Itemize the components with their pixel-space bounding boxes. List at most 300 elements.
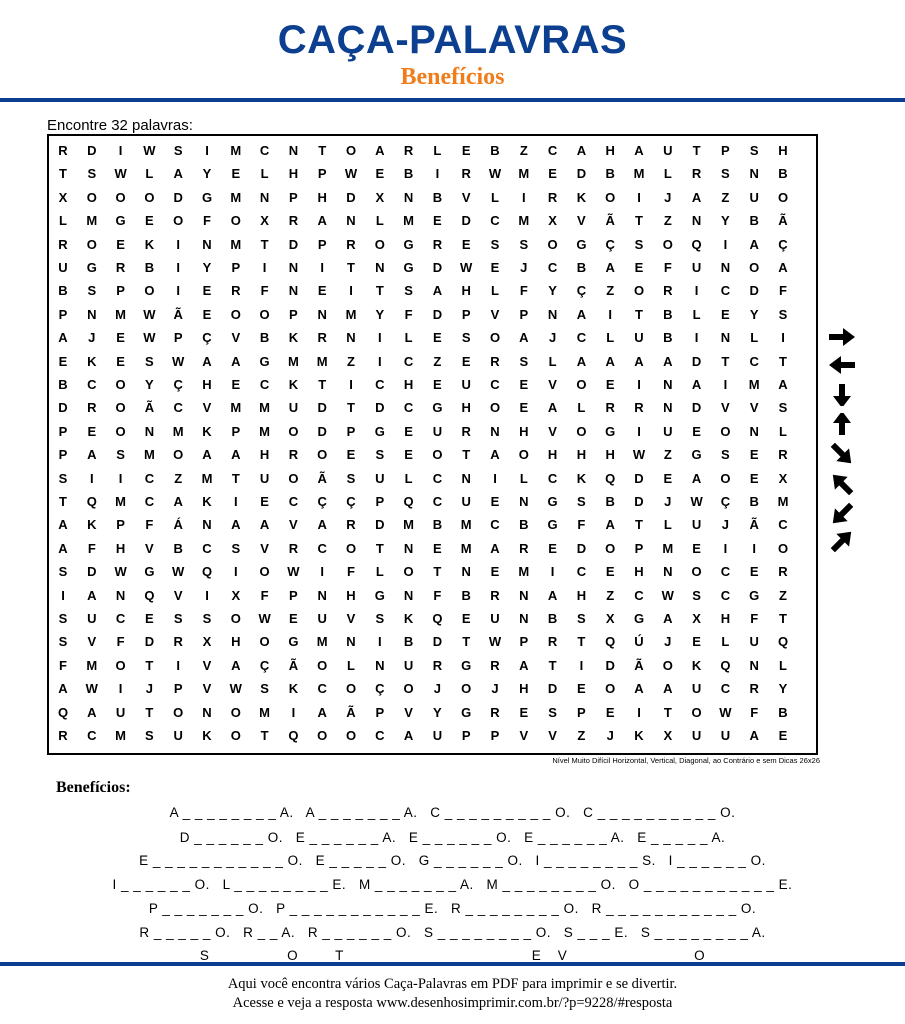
grid-letter: O xyxy=(144,283,155,299)
grid-letter: T xyxy=(59,166,67,182)
grid-letter: A xyxy=(663,353,673,369)
grid-letter: L xyxy=(692,306,701,322)
grid-letter: A xyxy=(87,704,97,720)
grid-letter: M xyxy=(460,540,472,556)
grid-letter: U xyxy=(663,423,673,439)
grid-letter: D xyxy=(691,353,702,369)
grid-letter: S xyxy=(577,611,586,626)
grid-letter: O xyxy=(662,657,673,673)
grid-letter: E xyxy=(490,564,500,580)
grid-letter: O xyxy=(230,306,241,322)
grid-letter: J xyxy=(664,494,672,509)
grid-letter: A xyxy=(778,377,788,392)
grid-letter: A xyxy=(691,377,702,392)
grid-letter: L xyxy=(606,330,615,346)
grid-letter: S xyxy=(87,166,97,182)
grid-letter: D xyxy=(288,236,299,252)
grid-letter: Z xyxy=(606,587,615,603)
grid-letter: X xyxy=(375,189,385,205)
grid-letter: O xyxy=(288,470,299,486)
grid-letter: E xyxy=(749,447,759,463)
grid-letter: E xyxy=(404,423,413,439)
grid-letter: S xyxy=(145,353,154,369)
grid-letter: H xyxy=(778,143,788,158)
grid-letter: N xyxy=(403,587,414,603)
grid-letter: I xyxy=(61,587,65,603)
grid-letter: O xyxy=(317,657,328,673)
grid-letter: R xyxy=(403,143,414,158)
grid-letter: E xyxy=(231,166,241,182)
grid-letter: N xyxy=(403,189,414,205)
grid-letter: H xyxy=(720,611,731,626)
grid-letter: O xyxy=(345,540,357,556)
grid-letter: D xyxy=(432,634,443,650)
grid-letter: E xyxy=(490,494,500,509)
grid-letter: E xyxy=(202,306,212,322)
grid-letter: S xyxy=(145,728,154,743)
grid-letter: V xyxy=(749,400,759,416)
grid-letter: T xyxy=(692,143,701,158)
grid-letter: Ã xyxy=(778,213,788,229)
grid-letter: P xyxy=(519,306,529,322)
clue-line: A _ _ _ _ _ _ _ _ A. A _ _ _ _ _ _ _ A. C _ _ _ _ _ _ _ _ _ O. C _ _ _ _ _ _ _ _ _ _ O. xyxy=(169,805,736,820)
grid-letter: L xyxy=(721,634,730,650)
grid-letter: I xyxy=(320,260,324,275)
grid-letter: S xyxy=(404,283,413,299)
grid-letter: Ã xyxy=(173,306,183,322)
grid-letter: M xyxy=(230,189,242,205)
grid-letter: U xyxy=(691,681,702,697)
grid-letter: N xyxy=(375,657,385,673)
arrow-up-icon xyxy=(826,413,858,435)
grid-letter: I xyxy=(377,330,382,346)
grid-letter: R xyxy=(691,166,702,182)
grid-letter: P xyxy=(461,306,471,322)
grid-letter: L xyxy=(663,166,672,182)
grid-letter: A xyxy=(87,447,97,463)
grid-letter: U xyxy=(173,728,183,743)
grid-letter: E xyxy=(634,260,644,275)
grid-letter: J xyxy=(145,681,153,697)
grid-letter: R xyxy=(432,236,443,252)
grid-letter: A xyxy=(231,447,241,463)
grid-letter: S xyxy=(346,470,356,486)
grid-letter: L xyxy=(663,517,672,533)
grid-letter: W xyxy=(229,681,242,697)
grid-letter: A xyxy=(663,611,673,626)
grid-letter: U xyxy=(663,143,673,158)
grid-letter: F xyxy=(347,564,355,580)
grid-letter: H xyxy=(547,447,558,463)
grid-letter: Ã xyxy=(346,704,356,720)
grid-letter: B xyxy=(749,494,759,509)
grid-letter: A xyxy=(605,353,615,369)
grid-letter: V xyxy=(519,728,529,743)
grid-letter: O xyxy=(230,213,241,229)
grid-letter: B xyxy=(576,260,587,275)
grid-letter: A xyxy=(547,400,558,416)
grid-letter: N xyxy=(346,213,356,229)
grid-letter: A xyxy=(375,143,385,158)
grid-letter: O xyxy=(86,189,97,205)
grid-letter: T xyxy=(318,143,327,158)
grid-letter: D xyxy=(317,423,327,439)
grid-letter: N xyxy=(749,166,759,182)
grid-letter: Ã xyxy=(317,470,327,486)
grid-letter: H xyxy=(403,377,414,392)
grid-letter: Z xyxy=(433,353,442,369)
grid-letter: Ã xyxy=(144,400,155,416)
grid-letter: V xyxy=(548,377,557,392)
grid-letter: Z xyxy=(347,353,355,369)
grid-letter: N xyxy=(115,587,126,603)
arrow-down-left-icon xyxy=(826,503,858,525)
grid-letter: I xyxy=(118,470,123,486)
grid-letter: K xyxy=(288,681,299,697)
grid-letter: P xyxy=(116,517,125,533)
grid-letter: G xyxy=(432,400,443,416)
grid-letter: Ã xyxy=(288,657,299,673)
grid-letter: C xyxy=(778,517,788,533)
grid-letter: E xyxy=(116,330,125,346)
grid-letter: I xyxy=(637,189,641,205)
grid-letter: R xyxy=(288,540,299,556)
grid-letter: O xyxy=(662,236,673,252)
grid-letter: S xyxy=(519,353,529,369)
grid-letter: A xyxy=(173,166,183,182)
grid-letter: O xyxy=(576,423,587,439)
grid-letter: Y xyxy=(202,260,212,275)
grid-letter: E xyxy=(778,728,788,743)
grid-letter: X xyxy=(260,213,269,229)
grid-letter: V xyxy=(490,306,500,322)
grid-letter: H xyxy=(202,377,212,392)
grid-letter: J xyxy=(491,681,499,697)
grid-letter: W xyxy=(344,166,358,182)
grid-letter: E xyxy=(145,611,154,626)
arrow-left-icon xyxy=(826,354,858,376)
grid-letter: P xyxy=(317,166,327,182)
grid-letter: B xyxy=(58,377,68,392)
grid-letter: S xyxy=(231,540,241,556)
grid-letter: C xyxy=(202,540,212,556)
grid-letter: B xyxy=(778,166,788,182)
grid-letter: D xyxy=(58,400,68,416)
grid-letter: U xyxy=(87,611,97,626)
grid-letter: A xyxy=(173,494,183,509)
grid-letter: P xyxy=(58,447,68,463)
grid-letter: L xyxy=(433,143,442,158)
grid-letter: C xyxy=(87,377,97,392)
grid-letter: S xyxy=(173,143,183,158)
grid-letter: P xyxy=(375,494,385,509)
grid-letter: F xyxy=(145,517,154,533)
grid-letter: G xyxy=(461,657,472,673)
grid-letter: P xyxy=(461,728,471,743)
grid-letter: S xyxy=(490,236,500,252)
grid-letter: I xyxy=(493,470,497,486)
grid-letter: I xyxy=(176,260,180,275)
grid-letter: A xyxy=(778,260,788,275)
grid-letter: D xyxy=(749,283,759,299)
clue-line: E _ _ _ _ _ _ _ _ _ _ _ O. E _ _ _ _ _ O. G _ _ _ _ _ _ O. I _ _ _ _ _ _ _ _ S. I _ _ _ _ _ _ O. xyxy=(139,853,766,868)
grid-letter: E xyxy=(87,423,97,439)
grid-letter: G xyxy=(547,517,558,533)
grid-letter: O xyxy=(115,657,126,673)
grid-letter: U xyxy=(259,470,270,486)
grid-letter: G xyxy=(144,564,155,580)
grid-letter: T xyxy=(779,611,787,626)
grid-letter: G xyxy=(749,587,760,603)
grid-letter: C xyxy=(288,494,299,509)
footer-line-1: Aqui você encontra vários Caça-Palavras em PDF para imprimir e se divertir. xyxy=(227,976,678,992)
grid-letter: G xyxy=(633,611,645,626)
grid-letter: S xyxy=(173,611,183,626)
grid-letter: E xyxy=(490,260,500,275)
grid-letter: B xyxy=(259,330,270,346)
grid-letter: X xyxy=(663,728,673,743)
grid-letter: T xyxy=(375,540,384,556)
grid-letter: I xyxy=(349,377,353,392)
grid-letter: N xyxy=(202,704,212,720)
grid-letter: E xyxy=(692,634,701,650)
grid-letter: M xyxy=(460,517,472,533)
grid-letter: N xyxy=(346,634,356,650)
grid-letter: B xyxy=(605,494,615,509)
grid-letter: D xyxy=(605,657,615,673)
grid-letter: C xyxy=(720,587,731,603)
grid-letter: C xyxy=(259,143,270,158)
grid-letter: B xyxy=(663,306,673,322)
grid-letter: D xyxy=(432,306,443,322)
grid-letter: E xyxy=(605,704,615,720)
grid-letter: V xyxy=(548,728,557,743)
grid-letter: A xyxy=(691,189,702,205)
grid-letter: W xyxy=(143,306,156,322)
grid-letter: F xyxy=(663,260,672,275)
grid-letter: Y xyxy=(548,283,557,299)
grid-letter: Z xyxy=(174,470,183,486)
grid-letter: V xyxy=(461,189,471,205)
grid-letter: S xyxy=(749,143,759,158)
grid-letter: E xyxy=(346,447,356,463)
grid-letter: H xyxy=(115,540,126,556)
grid-letter: S xyxy=(87,283,97,299)
grid-letter: J xyxy=(433,681,441,697)
grid-letter: C xyxy=(547,470,558,486)
grid-letter: O xyxy=(777,189,789,205)
grid-letter: R xyxy=(346,517,356,533)
grid-letter: E xyxy=(605,377,615,392)
grid-letter: N xyxy=(317,306,327,322)
grid-letter: R xyxy=(663,283,673,299)
grid-letter: Ç xyxy=(317,494,327,509)
grid-letter: O xyxy=(345,681,357,697)
grid-letter: I xyxy=(781,330,785,346)
grid-letter: N xyxy=(749,657,759,673)
grid-letter: R xyxy=(461,166,471,182)
clue-line: S _ _ _ _ _ _ O _ _ T _ _ _ _ _ _ _ _ _ _ _ _ _ _ _ E _ V _ _ _ _ _ _ _ _ _ _ O xyxy=(199,948,706,962)
grid-letter: O xyxy=(230,704,241,720)
grid-letter: S xyxy=(634,236,644,252)
grid-letter: S xyxy=(260,681,269,697)
grid-letter: E xyxy=(692,540,701,556)
grid-letter: E xyxy=(605,564,615,580)
grid-letter: O xyxy=(720,470,731,486)
grid-letter: T xyxy=(548,657,557,673)
grid-letter: N xyxy=(259,189,270,205)
grid-letter: R xyxy=(432,657,443,673)
grid-letter: A xyxy=(519,330,529,346)
grid-letter: R xyxy=(547,634,558,650)
grid-letter: I xyxy=(176,283,180,299)
grid-letter: N xyxy=(663,400,673,416)
grid-letter: M xyxy=(115,728,127,743)
grid-letter: L xyxy=(375,564,384,580)
grid-letter: C xyxy=(490,377,500,392)
grid-letter: E xyxy=(375,166,385,182)
grid-letter: O xyxy=(749,260,760,275)
grid-letter: P xyxy=(490,728,500,743)
grid-letter: T xyxy=(375,283,384,299)
grid-letter: R xyxy=(778,447,788,463)
grid-letter: I xyxy=(694,283,699,299)
grid-letter: P xyxy=(58,306,68,322)
grid-letter: T xyxy=(145,704,154,720)
grid-letter: P xyxy=(289,306,298,322)
grid-letter: O xyxy=(461,681,472,697)
grid-letter: Y xyxy=(375,306,385,322)
grid-letter: A xyxy=(691,470,702,486)
grid-letter: R xyxy=(58,236,68,252)
grid-letter: I xyxy=(608,306,612,322)
grid-letter: W xyxy=(143,330,156,346)
grid-letter: B xyxy=(403,634,414,650)
grid-letter: Z xyxy=(779,587,787,603)
arrow-right-icon xyxy=(826,326,858,348)
grid-letter: N xyxy=(202,517,212,533)
grid-letter: A xyxy=(576,353,587,369)
grid-letter: E xyxy=(116,353,125,369)
grid-letter: I xyxy=(377,634,382,650)
grid-letter: R xyxy=(605,400,615,416)
grid-letter: A xyxy=(519,657,529,673)
grid-letter: L xyxy=(347,657,355,673)
header-divider xyxy=(0,98,905,102)
grid-letter: E xyxy=(433,330,442,346)
grid-letter: R xyxy=(317,330,327,346)
grid-letter: R xyxy=(461,423,471,439)
grid-letter: V xyxy=(260,540,269,556)
grid-letter: M xyxy=(633,166,645,182)
grid-letter: R xyxy=(87,400,97,416)
grid-letter: U xyxy=(749,189,759,205)
grid-letter: B xyxy=(519,517,529,533)
grid-letter: S xyxy=(375,447,385,463)
grid-letter: X xyxy=(58,189,68,205)
grid-letter: J xyxy=(664,189,672,205)
grid-letter: U xyxy=(749,634,759,650)
grid-letter: W xyxy=(114,564,127,580)
grid-letter: M xyxy=(259,704,271,720)
grid-letter: O xyxy=(489,400,501,416)
grid-letter: U xyxy=(403,657,414,673)
word-search-grid xyxy=(47,134,818,755)
grid-letter: O xyxy=(518,447,529,463)
page-title: CAÇA-PALAVRAS xyxy=(277,18,628,62)
grid-letter: R xyxy=(288,213,299,229)
grid-letter: O xyxy=(605,540,616,556)
grid-letter: I xyxy=(89,470,94,486)
grid-letter: Ç xyxy=(202,330,212,346)
grid-letter: M xyxy=(403,213,415,229)
grid-letter: G xyxy=(288,634,299,650)
grid-letter: E xyxy=(461,143,471,158)
grid-letter: U xyxy=(375,470,385,486)
grid-letter: S xyxy=(58,634,68,650)
clue-line: I _ _ _ _ _ _ O. L _ _ _ _ _ _ _ _ E. M _ _ _ _ _ _ _ A. M _ _ _ _ _ _ _ _ O. O _ _ _ _ _ _ _ _ _ _ _ E. xyxy=(112,877,793,892)
grid-letter: S xyxy=(519,236,529,252)
grid-letter: E xyxy=(548,540,557,556)
grid-letter: K xyxy=(202,423,212,439)
grid-letter: G xyxy=(461,704,472,720)
grid-letter: T xyxy=(145,657,154,673)
grid-letter: R xyxy=(490,353,500,369)
grid-letter: S xyxy=(58,564,68,580)
grid-letter: M xyxy=(316,353,328,369)
grid-letter: O xyxy=(288,423,299,439)
grid-letter: E xyxy=(749,564,759,580)
grid-letter: I xyxy=(205,143,209,158)
grid-letter: H xyxy=(346,587,356,603)
grid-letter: L xyxy=(491,283,499,299)
grid-letter: T xyxy=(462,634,471,650)
grid-letter: R xyxy=(231,283,241,299)
grid-letter: G xyxy=(403,236,414,252)
grid-letter: C xyxy=(144,494,155,509)
grid-letter: T xyxy=(347,400,355,416)
grid-letter: T xyxy=(347,260,355,275)
grid-letter: D xyxy=(375,517,385,533)
grid-letter: D xyxy=(461,213,471,229)
grid-letter: A xyxy=(605,517,615,533)
grid-letter: V xyxy=(577,213,586,229)
clue-line: R _ _ _ _ _ O. R _ _ A. R _ _ _ _ _ _ O. S _ _ _ _ _ _ _ _ O. S _ _ _ E. S _ _ _ _ _ _ _ _ A. xyxy=(139,925,766,940)
grid-letter: Z xyxy=(577,728,586,743)
grid-letter: I xyxy=(377,353,382,369)
grid-letter: T xyxy=(231,470,240,486)
grid-letter: C xyxy=(403,353,414,369)
grid-letter: F xyxy=(750,704,759,720)
grid-letter: N xyxy=(461,564,471,580)
grid-letter: S xyxy=(375,611,385,626)
grid-letter: P xyxy=(173,681,183,697)
grid-letter: D xyxy=(634,494,644,509)
grid-letter: F xyxy=(116,634,125,650)
grid-letter: Q xyxy=(432,611,443,626)
grid-letter: O xyxy=(691,704,702,720)
grid-letter: O xyxy=(547,236,558,252)
grid-letter: A xyxy=(58,517,68,533)
grid-letter: F xyxy=(750,611,759,626)
grid-letter: B xyxy=(490,143,500,158)
grid-letter: B xyxy=(663,330,673,346)
grid-letter: L xyxy=(145,166,154,182)
grid-letter: Ç xyxy=(605,236,615,252)
grid-letter: T xyxy=(59,494,67,509)
grid-letter: E xyxy=(202,283,212,299)
grid-letter: P xyxy=(289,587,298,603)
